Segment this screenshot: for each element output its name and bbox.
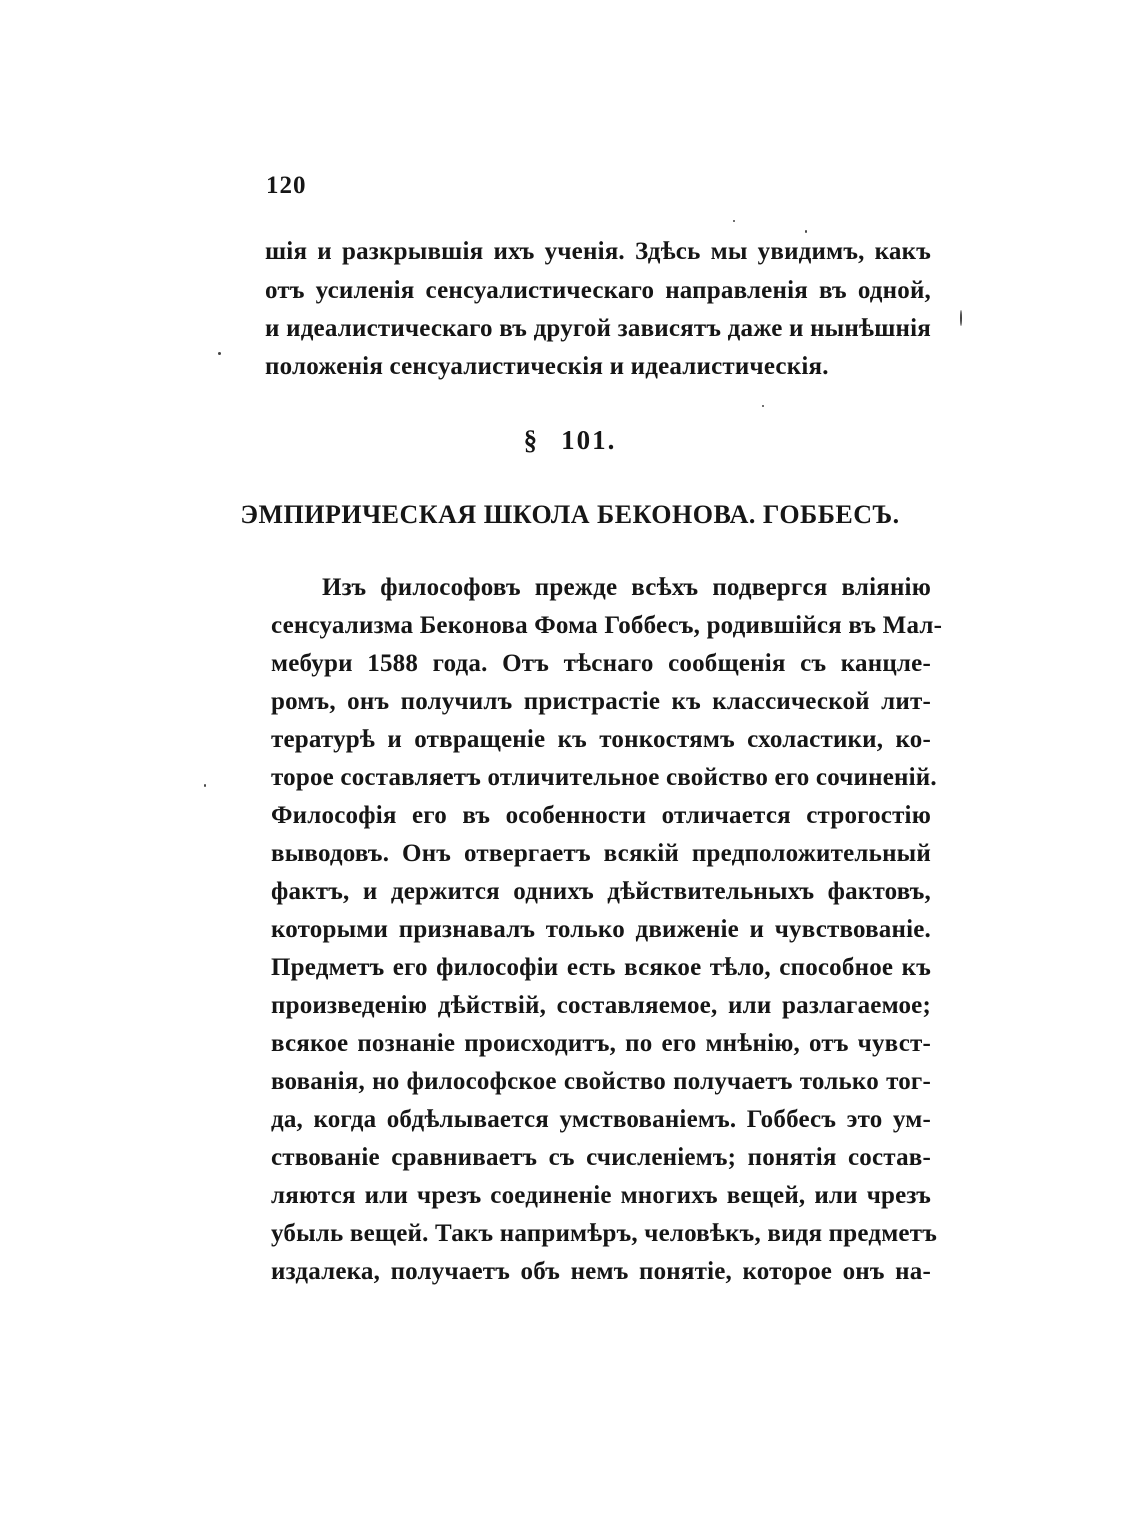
section-number-value: 101.: [561, 425, 617, 455]
text-line: Предметъ его философіи есть всякое тѣло, способное къ: [271, 954, 931, 981]
text-line: мебури 1588 года. Отъ тѣснаго сообщенія съ канцле-: [271, 650, 931, 677]
text-line: убыль вещей. Такъ напримѣръ, человѣкъ, видя предметъ: [271, 1220, 937, 1247]
scan-speck: [733, 220, 735, 222]
text-line: издалека, получаетъ объ немъ понятіе, которое онъ на-: [271, 1258, 931, 1285]
scan-speck: [960, 310, 962, 326]
chapter-heading: ЭМПИРИЧЕСКАЯ ШКОЛА БЕКОНОВА. ГОББЕСЪ.: [240, 500, 900, 529]
text-line: произведенію дѣйствій, составляемое, или разлагаемое;: [271, 992, 931, 1019]
text-line: всякое познаніе происходитъ, по его мнѣнію, отъ чувст-: [271, 1030, 931, 1057]
text-line: ствованіе сравниваетъ съ счисленіемъ; понятія состав-: [271, 1144, 931, 1171]
text-line: которыми признавалъ только движеніе и чувствованіе.: [271, 916, 931, 943]
scan-speck: [204, 784, 206, 787]
section-symbol: §: [523, 425, 540, 455]
text-line: да, когда обдѣлывается умствованіемъ. Гоббесъ это ум-: [271, 1106, 931, 1133]
text-line: тературѣ и отвращеніе къ тонкостямъ схоластики, ко-: [271, 726, 931, 753]
text-line: шія и разкрывшія ихъ ученія. Здѣсь мы увидимъ, какъ: [265, 238, 931, 265]
text-line: фактъ, и держится однихъ дѣйствительныхъ фактовъ,: [271, 878, 931, 905]
text-line: Изъ философовъ прежде всѣхъ подвергся вліянію: [322, 574, 931, 601]
text-line: ляются или чрезъ соединеніе многихъ вещей, или чрезъ: [271, 1182, 931, 1209]
text-line: положенія сенсуалистическія и идеалистическія.: [265, 353, 829, 380]
text-line: торое составляетъ отличительное свойство его сочиненій.: [271, 764, 937, 791]
text-line: вованія, но философское свойство получаетъ только тог-: [271, 1068, 931, 1095]
section-number: [0, 425, 1140, 456]
page-number: 120: [266, 172, 307, 199]
scan-speck: [762, 405, 764, 407]
text-line: ромъ, онъ получилъ пристрастіе къ классической лит-: [271, 688, 931, 715]
text-line: сенсуализма Беконова Фома Гоббесъ, родившійся въ Мал-: [271, 612, 943, 639]
text-line: отъ усиленія сенсуалистическаго направленія въ одной,: [265, 277, 931, 304]
text-line: и идеалистическаго въ другой зависятъ даже и нынѣшнія: [265, 315, 931, 342]
scan-speck: [218, 352, 221, 355]
text-line: Философія его въ особенности отличается строгостію: [271, 802, 931, 829]
text-line: выводовъ. Онъ отвергаетъ всякій предположительный: [271, 840, 931, 867]
scan-speck: [805, 230, 807, 233]
